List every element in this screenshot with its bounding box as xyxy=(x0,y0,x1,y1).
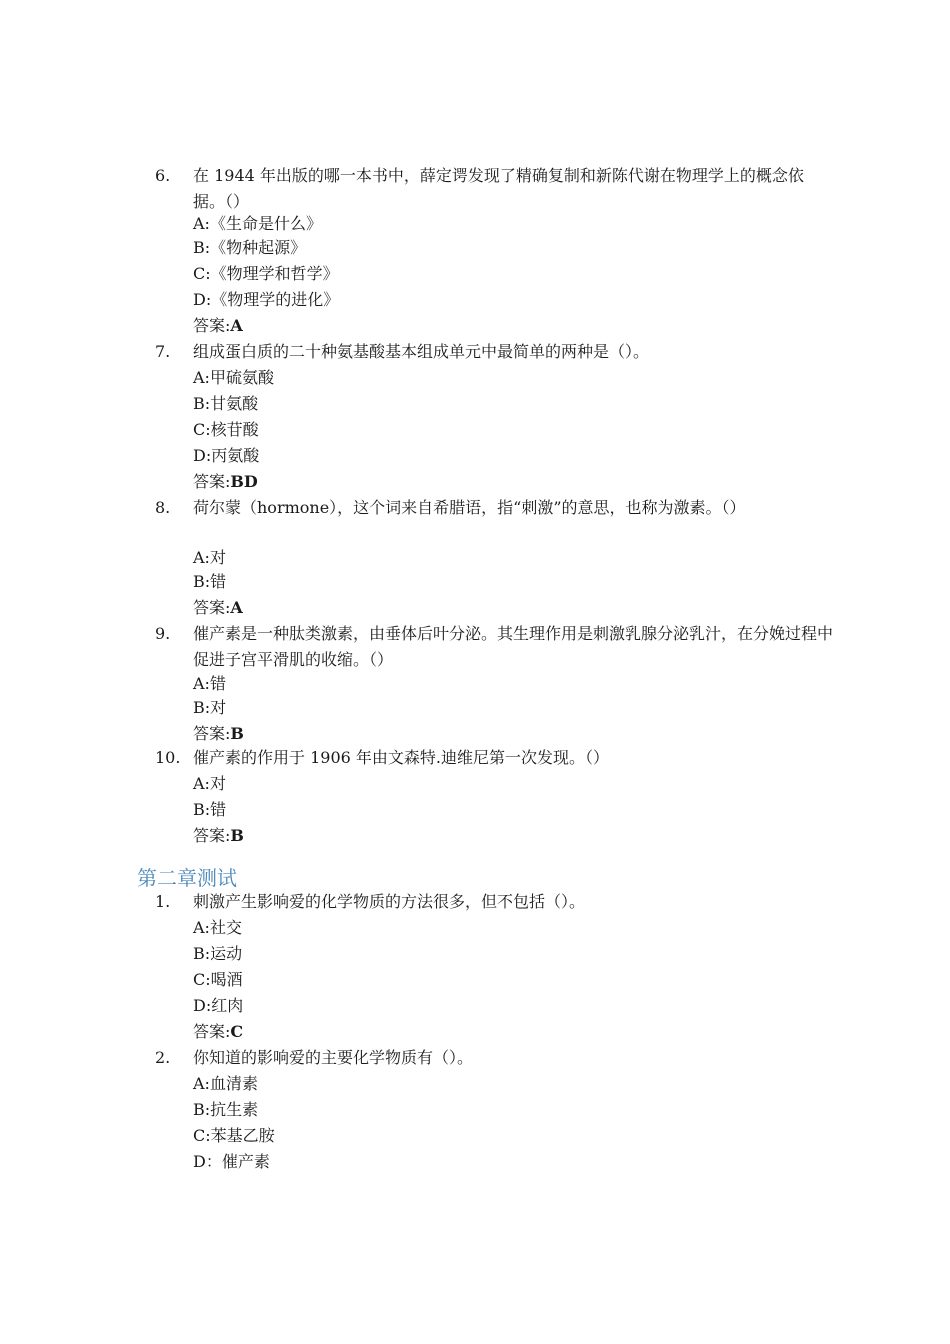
option: B:错 xyxy=(193,800,227,819)
option: B:运动 xyxy=(193,944,243,963)
answer-line xyxy=(193,595,243,621)
option: D:丙氨酸 xyxy=(193,446,260,465)
question-text: 荷尔蒙（hormone），这个词来自希腊语，指“刺激”的意思，也称为激素。（） xyxy=(193,498,746,517)
answer-label: 答案: xyxy=(193,826,231,845)
answer-value: A xyxy=(230,316,243,335)
question-number: 6. xyxy=(155,166,171,185)
option: D:《物理学的进化》 xyxy=(193,290,340,309)
question-text: 刺激产生影响爱的化学物质的方法很多，但不包括（）。 xyxy=(193,892,586,911)
question-number: 1. xyxy=(155,892,171,911)
option: C:苯基乙胺 xyxy=(193,1126,275,1145)
answer-label: 答案: xyxy=(193,724,231,743)
option: A:甲硫氨酸 xyxy=(193,368,274,387)
question-number: 8. xyxy=(155,498,171,517)
option: A:对 xyxy=(193,548,226,567)
answer-line xyxy=(193,823,244,849)
option: C:核苷酸 xyxy=(193,420,259,439)
option: D:红肉 xyxy=(193,996,244,1015)
option: D：催产素 xyxy=(193,1152,270,1171)
answer-line xyxy=(193,1019,243,1045)
question-number: 9. xyxy=(155,624,171,643)
section-title: 第二章测试 xyxy=(137,866,237,890)
answer-line xyxy=(193,469,258,495)
option: B:错 xyxy=(193,572,227,591)
question-text: 催产素的作用于 1906 年由文森特.迪维尼第一次发现。（） xyxy=(193,748,609,767)
answer-label: 答案: xyxy=(193,1022,231,1041)
question-number: 2. xyxy=(155,1048,171,1067)
answer-value: A xyxy=(230,598,243,617)
answer-value: B xyxy=(230,724,244,743)
option: C:《物理学和哲学》 xyxy=(193,264,339,283)
answer-label: 答案: xyxy=(193,598,231,617)
question-text: 组成蛋白质的二十种氨基酸基本组成单元中最简单的两种是（）。 xyxy=(193,342,650,361)
option: B:《物种起源》 xyxy=(193,238,307,257)
answer-value: B xyxy=(230,826,244,845)
option: A:社交 xyxy=(193,918,242,937)
answer-value: C xyxy=(230,1022,244,1041)
option: B:对 xyxy=(193,698,227,717)
option: C:喝酒 xyxy=(193,970,243,989)
option: A:《生命是什么》 xyxy=(193,214,322,233)
option: A:错 xyxy=(193,674,226,693)
question-text: 在 1944 年出版的哪一本书中，薛定谔发现了精确复制和新陈代谢在物理学上的概念依据。（） xyxy=(193,166,804,211)
question-number: 7. xyxy=(155,342,171,361)
option: A:血清素 xyxy=(193,1074,258,1093)
option: B:甘氨酸 xyxy=(193,394,259,413)
answer-value: BD xyxy=(230,472,258,491)
question-text: 你知道的影响爱的主要化学物质有（）。 xyxy=(193,1048,474,1067)
question-text: 催产素是一种肽类激素，由垂体后叶分泌。其生理作用是刺激乳腺分泌乳汁，在分娩过程中促进子宫平滑肌的收缩。（） xyxy=(193,624,834,669)
option: A:对 xyxy=(193,774,226,793)
answer-line xyxy=(193,313,243,339)
question-number: 10. xyxy=(155,748,181,767)
option: B:抗生素 xyxy=(193,1100,259,1119)
answer-line xyxy=(193,721,244,747)
answer-label: 答案: xyxy=(193,472,231,491)
answer-label: 答案: xyxy=(193,316,231,335)
